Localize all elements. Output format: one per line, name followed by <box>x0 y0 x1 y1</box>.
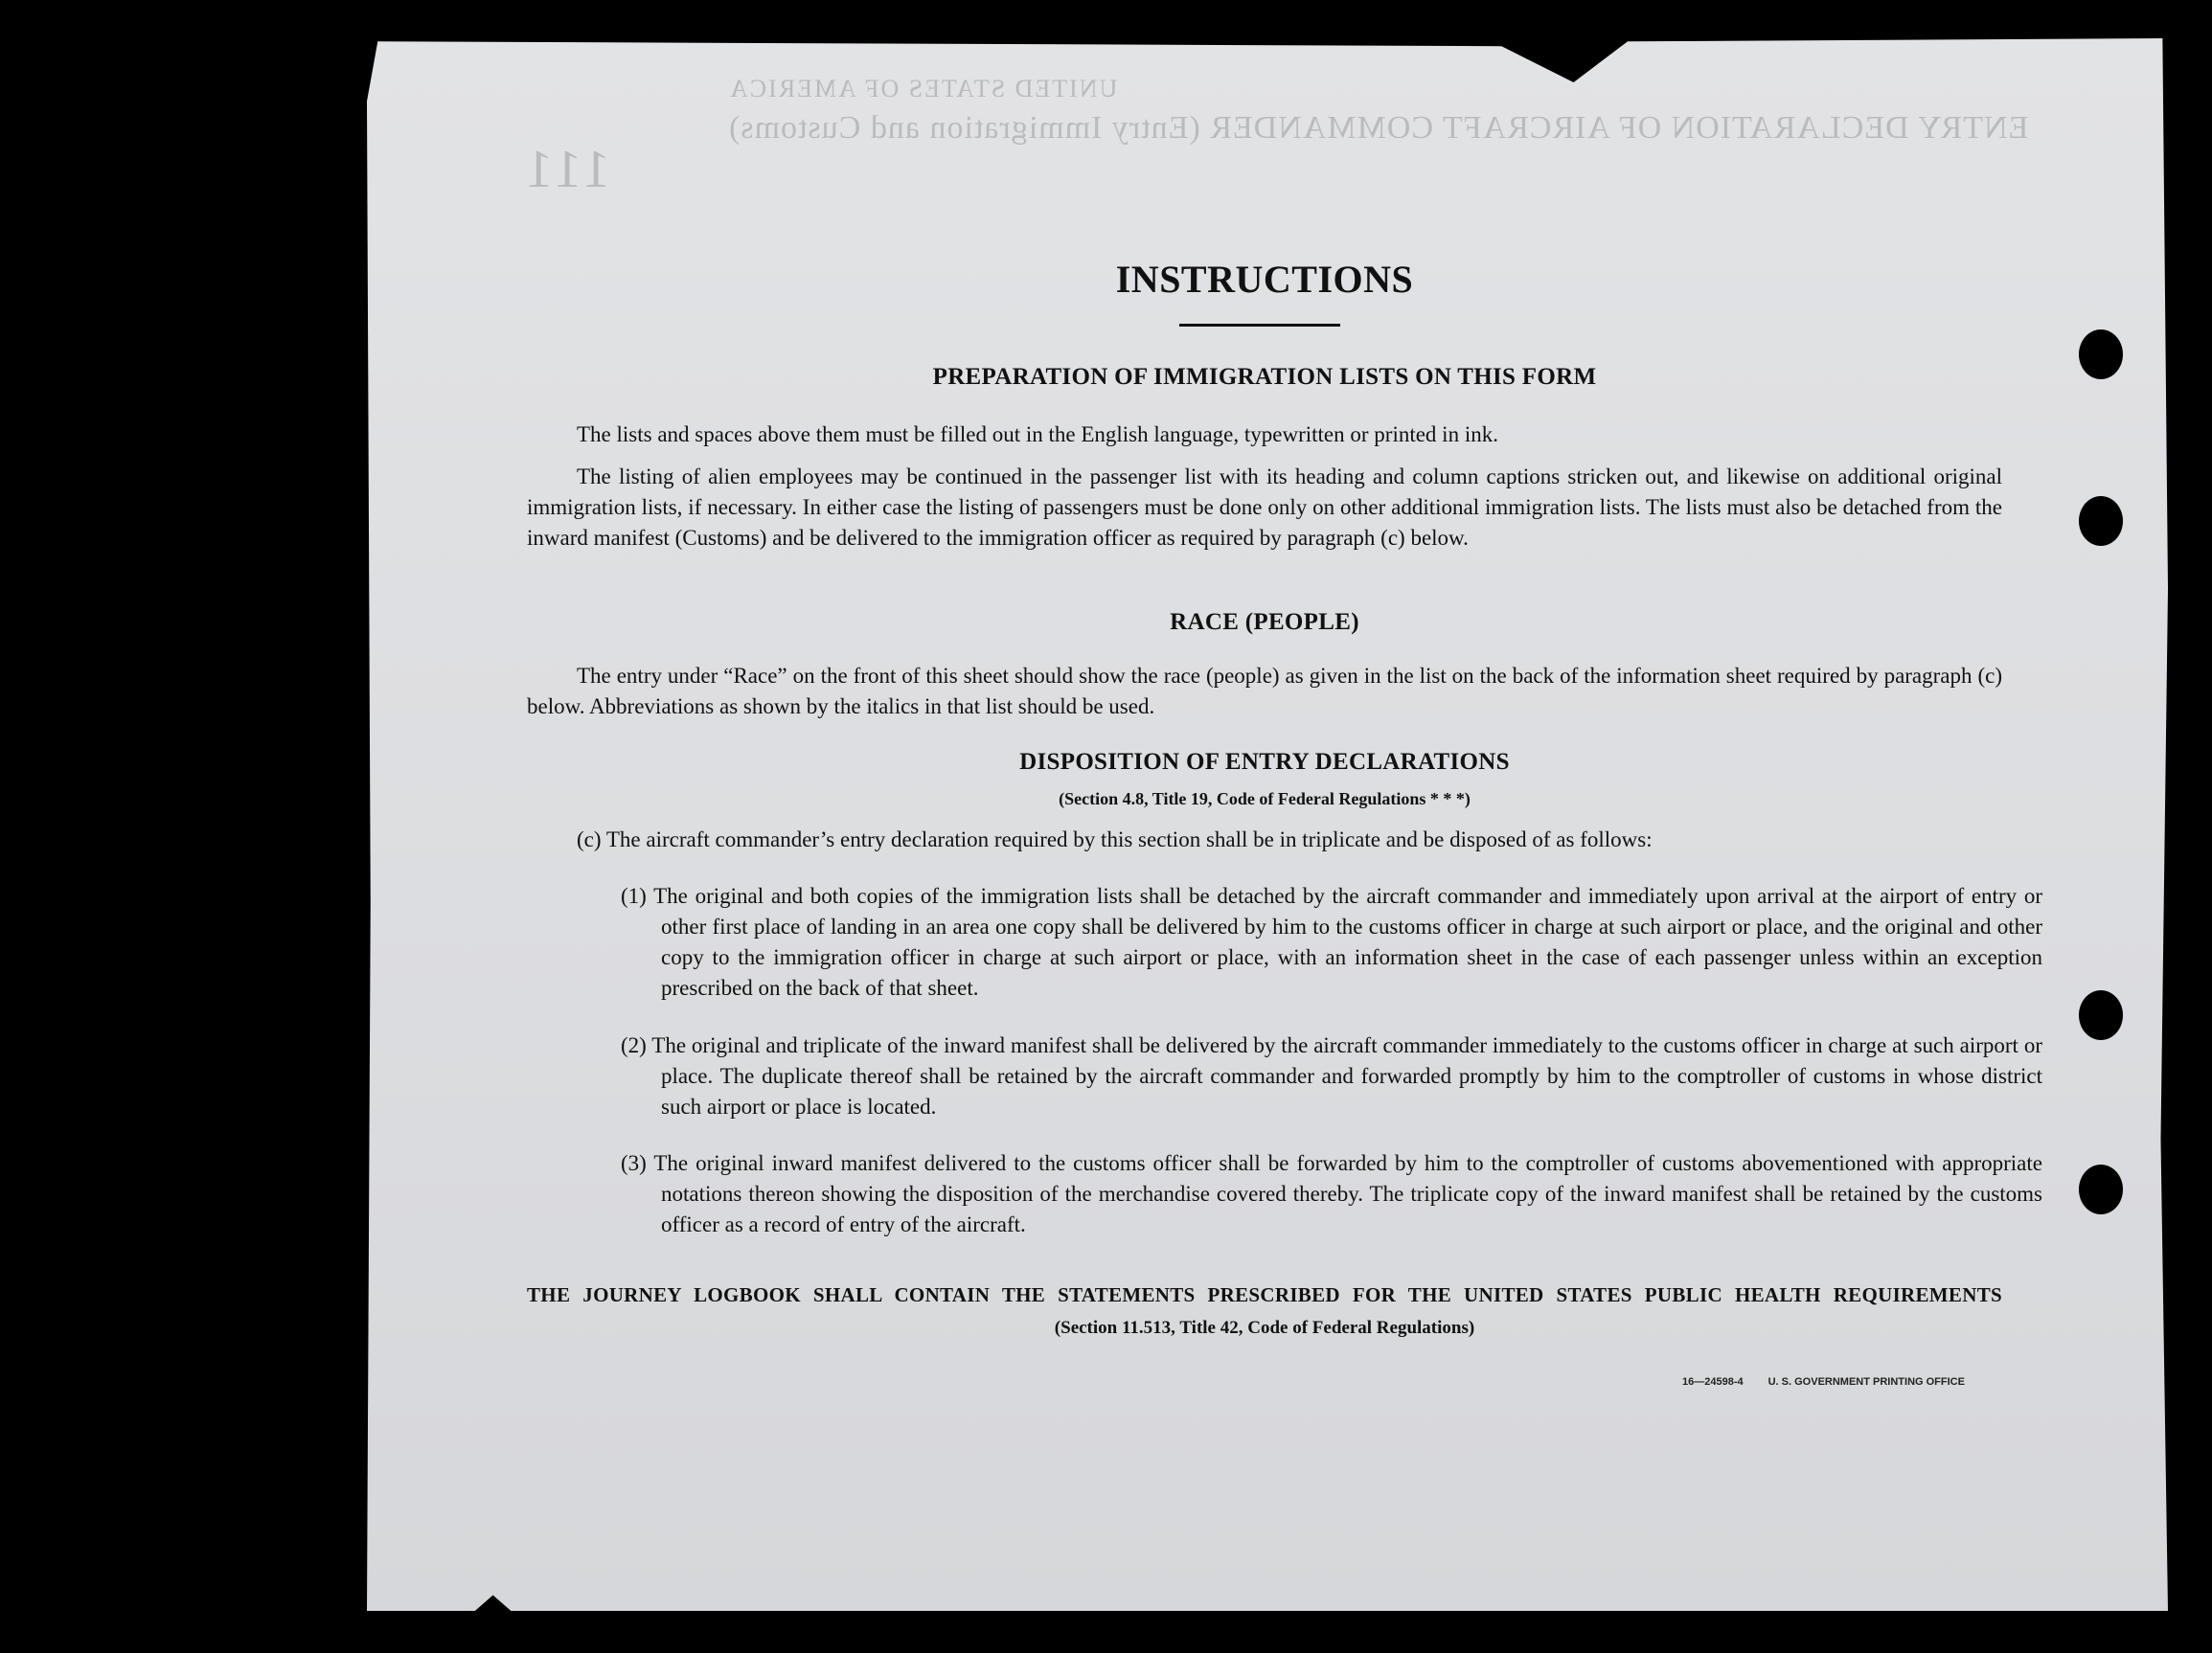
health-requirements-heading: THE JOURNEY LOGBOOK SHALL CONTAIN THE STATEMENTS PRESCRIBED FOR THE UNITED STATES PUBLIC HEALTH REQUIREMENTS <box>527 1283 2002 1306</box>
disposition-item-2: (2) The original and triplicate of the inward manifest shall be delivered by the aircraft commander immediately to the customs officer in charge at such airport or place. The duplicate thereof shall be retained by the aircraft commander and forwarded promptly by him to the comptroller of customs in whose district such airport or place is located. <box>621 1033 2042 1119</box>
race-paragraph: The entry under “Race” on the front of this sheet should show the race (people) as given in the list on the back of the information sheet required by paragraph (c) below. Abbreviations as shown by the italics in that list should be used. <box>527 664 2002 718</box>
title-underline <box>1179 324 1340 327</box>
page-title: INSTRUCTIONS <box>1115 258 1414 301</box>
disposition-lead: (c) The aircraft commander’s entry declaration required by this section shall be in triplicate and be disposed of as follows: <box>577 827 1653 851</box>
disposition-citation: (Section 4.8, Title 19, Code of Federal Regulations * * *) <box>1059 789 1471 808</box>
preparation-paragraph-2: The listing of alien employees may be continued in the passenger list with its heading and column captions stricken out, and likewise on additional original immigration lists, if necessary. In either case the listing of passengers must be done only on other additional immigration lists. The lists must also be detached from the inward manifest (Customs) and be delivered to the immigration officer as required by paragraph (c) below. <box>527 464 2002 550</box>
printer-name: U. S. GOVERNMENT PRINTING OFFICE <box>1767 1376 1965 1388</box>
preparation-paragraph-1: The lists and spaces above them must be filled out in the English language, typewritten or printed in ink. <box>577 422 1498 446</box>
punch-hole <box>2079 1165 2123 1214</box>
punch-hole <box>2079 496 2123 546</box>
form-number: 16—24598-4 <box>1682 1376 1744 1388</box>
punch-hole <box>2079 990 2123 1040</box>
health-citation: (Section 11.513, Title 42, Code of Federal Regulations) <box>1054 1318 1475 1338</box>
disposition-item-3: (3) The original inward manifest delivered to the customs officer shall be forwarded by him to the comptroller of customs abovementioned with appropriate notations thereon showing the disposition of the merchandise covered thereby. The triplicate copy of the inward manifest shall be retained by the customs officer as a record of entry of the aircraft. <box>621 1151 2042 1236</box>
race-heading: RACE (PEOPLE) <box>1170 609 1359 635</box>
printer-imprint <box>1682 1376 1990 1388</box>
punch-hole <box>2079 329 2123 379</box>
disposition-heading: DISPOSITION OF ENTRY DECLARATIONS <box>1019 749 1510 775</box>
preparation-heading: PREPARATION OF IMMIGRATION LISTS ON THIS FORM <box>932 364 1597 390</box>
bleed-through-text: UNITED STATES OF AMERICA <box>728 75 1118 102</box>
disposition-item-1: (1) The original and both copies of the immigration lists shall be detached by the aircraft commander and immediately upon arrival at the airport of entry or other first place of landing in an area one copy shall be delivered by him to the customs officer in charge at such airport or place, and the original and other copy to the immigration officer in charge at such airport or place, with an information sheet in the case of each passenger unless within an exception prescribed on the back of that sheet. <box>621 884 2042 1000</box>
bleed-through-text: ENTRY DECLARATION OF AIRCRAFT COMMANDER (Entry Immigration and Customs) <box>728 110 2029 146</box>
bleed-through-text: 111 <box>522 140 610 199</box>
